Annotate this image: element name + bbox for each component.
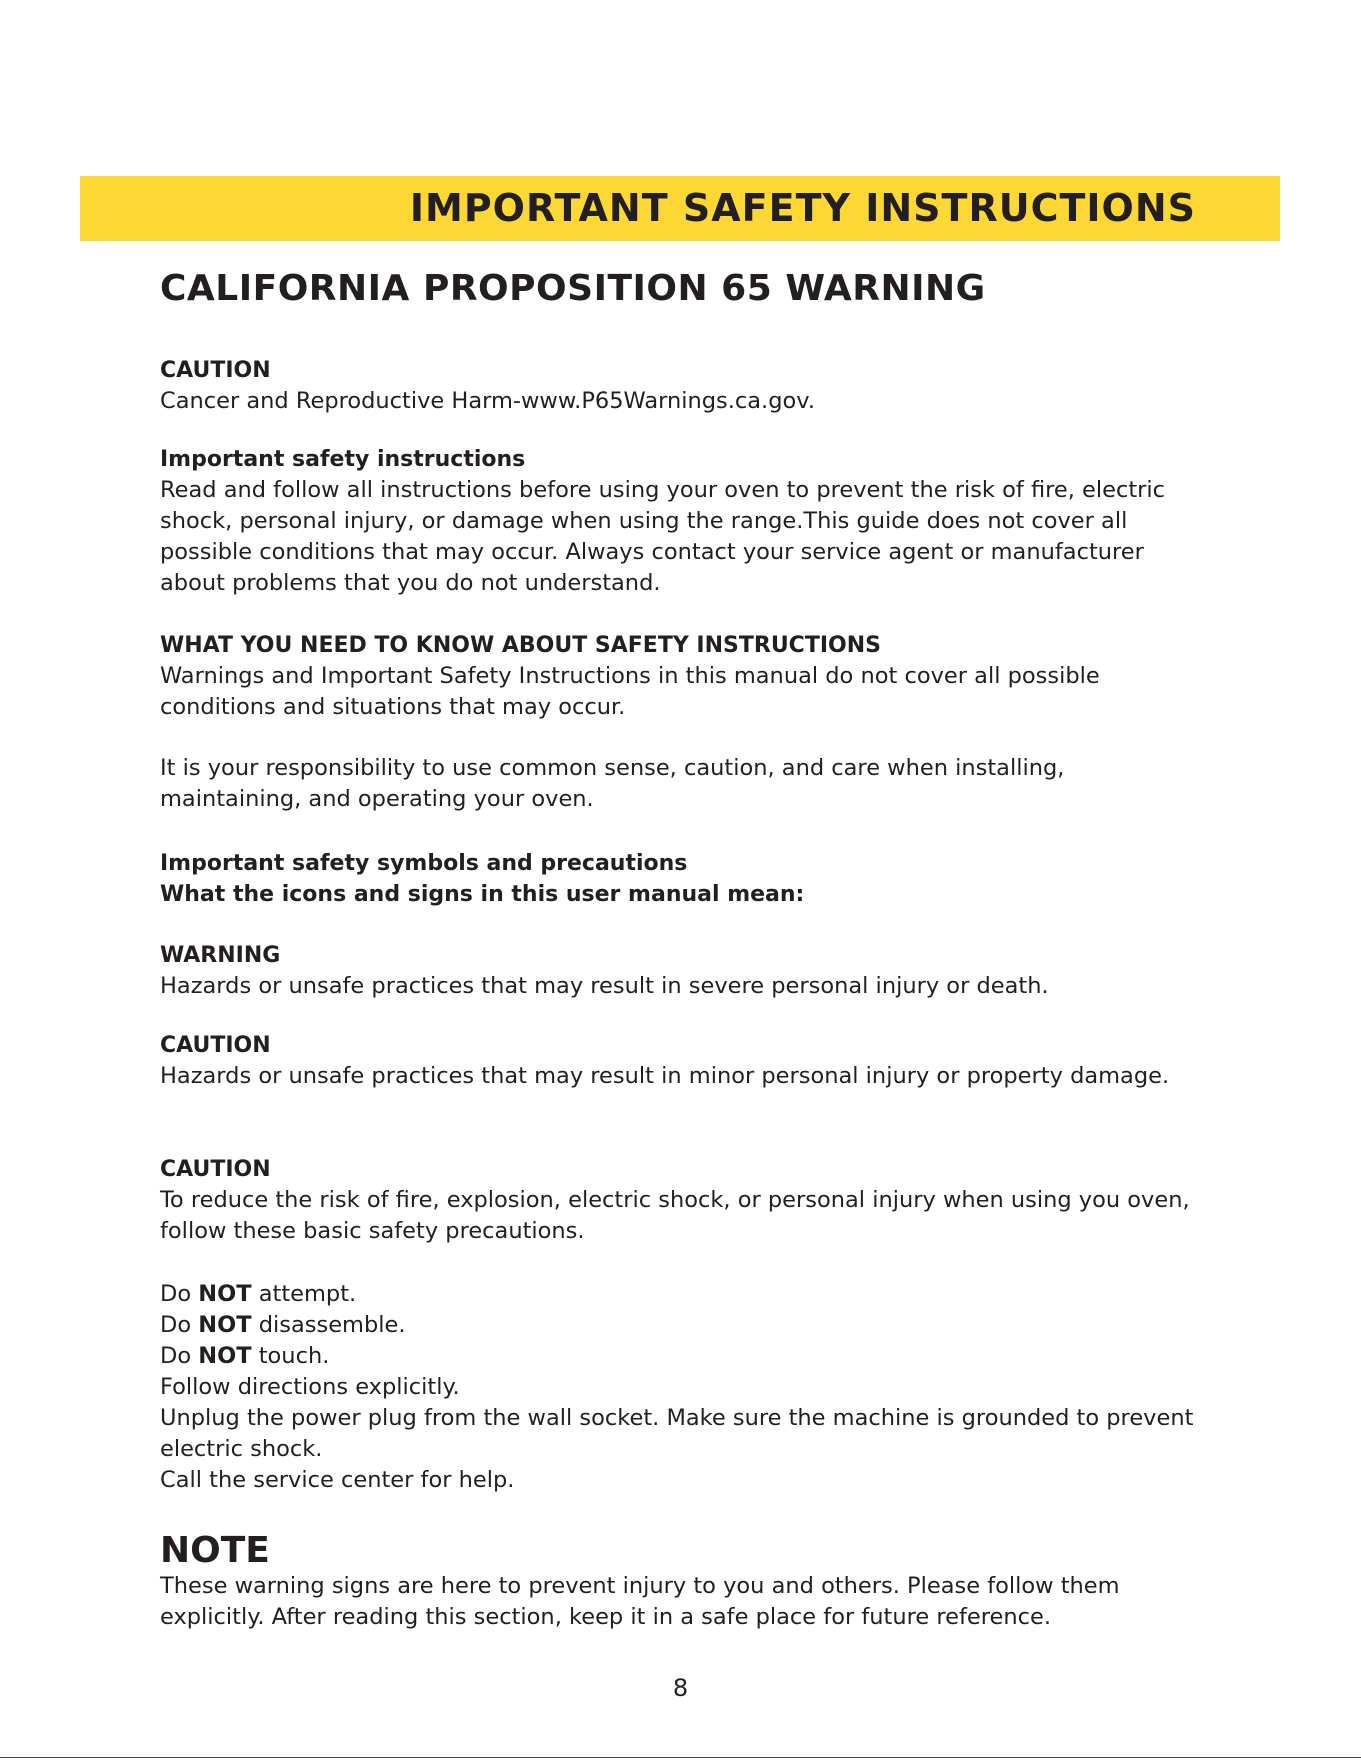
bottom-divider — [0, 1757, 1361, 1758]
important-text: Read and follow all instructions before using your oven to prevent the risk of fire, electric shock, personal injury, or damage when using the range.This guide does not cover all possible conditions that may occur. Always contact your service agent or manufacturer about problems that you do not understand. — [160, 477, 1166, 596]
list-item — [160, 1341, 1200, 1372]
list-item-emphasis: NOT — [198, 1343, 252, 1369]
note-block — [160, 1531, 1200, 1633]
banner-title: IMPORTANT SAFETY INSTRUCTIONS — [409, 186, 1196, 230]
list-item-prefix: Do — [160, 1281, 192, 1307]
responsibility-block — [160, 753, 1200, 815]
caution-heading: CAUTION — [160, 1033, 271, 1058]
list-item — [160, 1310, 1200, 1341]
caution-heading: CAUTION — [160, 358, 271, 383]
list-item-text: attempt. — [258, 1281, 357, 1307]
warning-heading: WARNING — [160, 943, 281, 968]
list-item-prefix: Do — [160, 1312, 192, 1338]
precautions-list — [160, 1279, 1200, 1496]
what-to-know-heading: WHAT YOU NEED TO KNOW ABOUT SAFETY INSTRUCTIONS — [160, 633, 881, 658]
prop65-text: Cancer and Reproductive Harm-www.P65Warnings.ca.gov. — [160, 388, 815, 414]
responsibility-text: It is your responsibility to use common sense, caution, and care when installing, maintaining, and operating your oven. — [160, 755, 1065, 812]
caution-heading: CAUTION — [160, 1157, 271, 1182]
page-number: 8 — [672, 1674, 689, 1702]
caution-reduce-block — [160, 1154, 1200, 1247]
what-to-know-block — [160, 630, 1200, 723]
list-item-emphasis: NOT — [198, 1281, 252, 1307]
list-item-prefix: Do — [160, 1343, 192, 1369]
symbols-heading: Important safety symbols and precautions — [160, 851, 688, 876]
important-heading: Important safety instructions — [160, 447, 526, 472]
page-title: CALIFORNIA PROPOSITION 65 WARNING — [160, 268, 986, 309]
caution-minor-block — [160, 1030, 1200, 1092]
symbols-block — [160, 848, 1200, 910]
warning-text: Hazards or unsafe practices that may result in severe personal injury or death. — [160, 973, 1049, 999]
caution-minor-text: Hazards or unsafe practices that may result in minor personal injury or property damage. — [160, 1063, 1170, 1089]
warning-block — [160, 940, 1200, 1002]
list-item-emphasis: NOT — [198, 1312, 252, 1338]
what-to-know-text: Warnings and Important Safety Instructions in this manual do not cover all possible conditions and situations that may occur. — [160, 663, 1100, 720]
list-item-text: disassemble. — [258, 1312, 406, 1338]
note-text: These warning signs are here to prevent injury to you and others. Please follow them explicitly. After reading this section, keep it in a safe place for future reference. — [160, 1573, 1120, 1630]
prop65-caution-block — [160, 355, 1200, 417]
list-item — [160, 1279, 1200, 1310]
unplug-text: Unplug the power plug from the wall socket. Make sure the machine is grounded to prevent electric shock. — [160, 1405, 1194, 1462]
list-item-text: touch. — [258, 1343, 330, 1369]
note-heading: NOTE — [160, 1530, 270, 1571]
section-banner — [80, 176, 1280, 241]
caution-reduce-text: To reduce the risk of fire, explosion, electric shock, or personal injury when using you oven, follow these basic safety precautions. — [160, 1187, 1190, 1244]
call-service-text: Call the service center for help. — [160, 1467, 515, 1493]
symbols-subheading: What the icons and signs in this user manual mean: — [160, 882, 805, 907]
follow-directions-text: Follow directions explicitly. — [160, 1374, 460, 1400]
important-instructions-block — [160, 444, 1200, 599]
